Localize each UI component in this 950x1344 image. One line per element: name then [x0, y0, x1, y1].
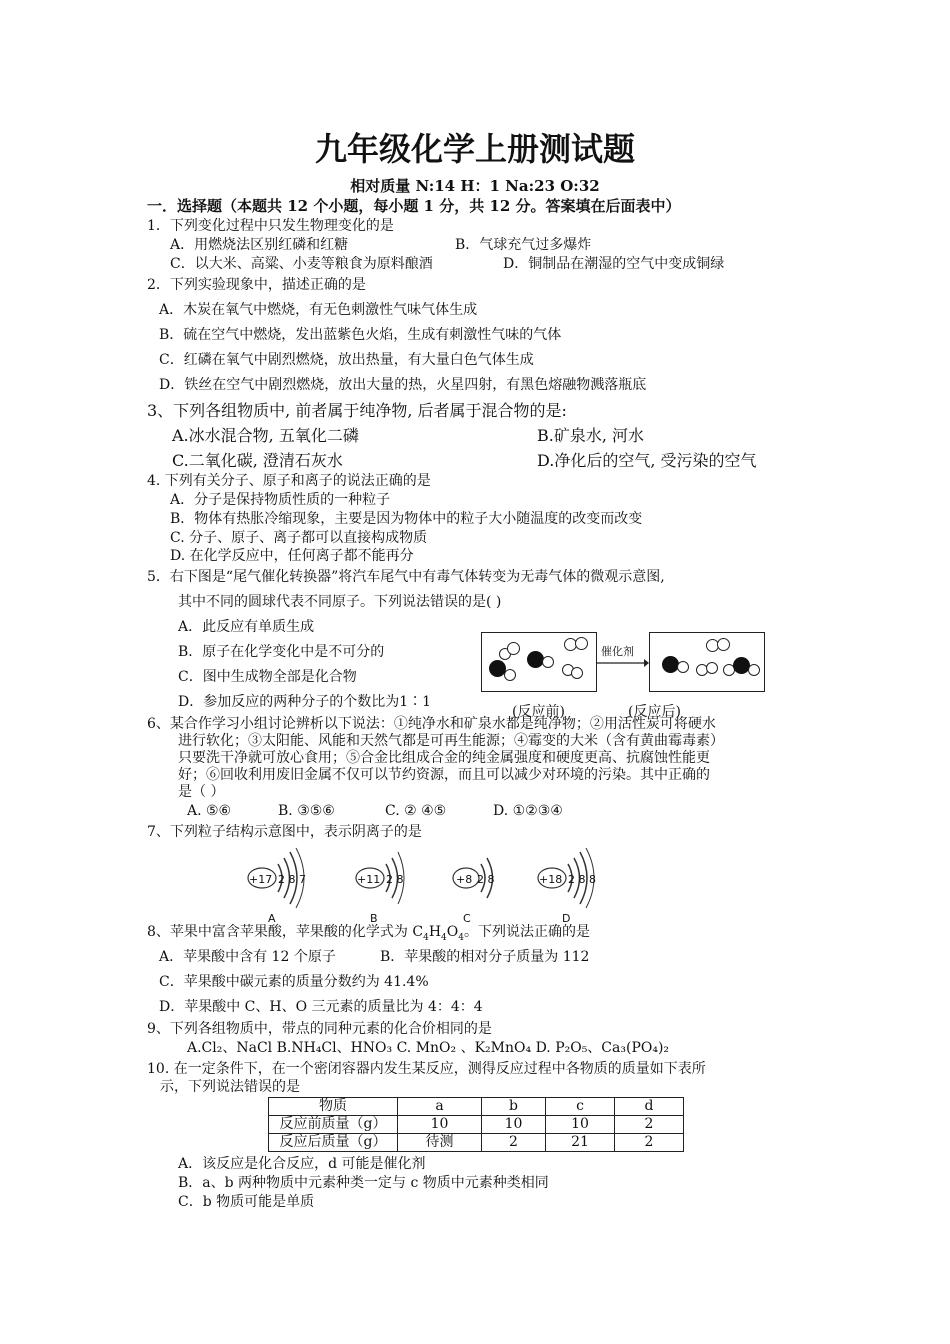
relative-mass-note: 相对质量 N:14 H：1 Na:23 O:32: [350, 177, 600, 195]
table-cell: 反应后质量（g）: [269, 1134, 398, 1152]
q2-option-c: C．红磷在氧气中剧烈燃烧，放出热量，有大量白色气体生成: [159, 352, 534, 368]
table-cell: 反应前质量（g）: [269, 1116, 398, 1134]
q6-line2: 进行软化；③太阳能、风能和天然气都是可再生能源；④霉变的大米（含有黄曲霉毒素）: [178, 733, 724, 749]
q3-option-d: D.净化后的空气, 受污染的空气: [537, 451, 757, 470]
white-atom: [571, 667, 583, 679]
q8-stem-text: 8、苹果中富含苹果酸，苹果酸的化学式为 C: [147, 924, 424, 940]
q9-stem: 9、下列各组物质中，带点的同种元素的化合价相同的是: [147, 1021, 492, 1037]
formula-subscript: 4: [458, 932, 464, 943]
white-atom: [748, 664, 760, 676]
q6-line1: 6、某合作学习小组讨论辨析以下说法：①纯净水和矿泉水都是纯净物；②用活性炭可将硬水: [147, 716, 716, 732]
q5-stem-line2: 其中不同的圆球代表不同原子。下列说法错误的是( ): [178, 594, 502, 610]
q3-stem: 3、下列各组物质中, 前者属于纯净物, 后者属于混合物的是:: [147, 401, 567, 420]
table-cell: c: [546, 1098, 615, 1116]
q4-option-b: B．物体有热胀冷缩现象，主要是因为物体中的粒子大小随温度的改变而改变: [170, 511, 643, 527]
q6-line4: 好；⑥回收利用废旧金属不仅可以节约资源，而且可以减少对环境的污染。其中正确的: [178, 767, 710, 783]
q5-option-d: D．参加反应的两种分子的个数比为1∶1: [178, 694, 432, 710]
q10-line1: 10. 在一定条件下，在一个密闭容器内发生某反应，测得反应过程中各物质的质量如下表所: [147, 1061, 706, 1077]
q8-stem-tail: 。下列说法正确的是: [463, 924, 590, 940]
atom-c-label: C: [463, 912, 471, 925]
q2-option-b: B．硫在空气中燃烧，发出蓝紫色火焰，生成有刺激性气味的气体: [159, 327, 562, 343]
formula-subscript: 4: [441, 932, 447, 943]
white-atom: [575, 637, 588, 650]
atom-b-label: B: [370, 912, 378, 925]
q6-line3: 只要洗干净就可放心食用；⑤合金比组成合金的纯金属强度和硬度更高、抗腐蚀性能更: [178, 750, 710, 766]
atom-b-nucleus: +11: [357, 873, 381, 886]
white-atom: [677, 661, 689, 673]
q6-option-c: C. ② ④⑤: [385, 803, 447, 819]
atom-b-shells: 2 8: [386, 873, 404, 886]
q8-option-c: C．苹果酸中碳元素的质量分数约为 41.4%: [159, 974, 429, 990]
atom-a-nucleus: +17: [249, 873, 273, 886]
formula-element: H: [428, 924, 442, 940]
q8-option-d: D．苹果酸中 C、H、O 三元素的质量比为 4：4：4: [159, 999, 483, 1015]
q7-stem: 7、下列粒子结构示意图中，表示阴离子的是: [147, 824, 422, 840]
white-atom: [504, 669, 516, 681]
table-header-row: [269, 1098, 684, 1116]
page-title: 九年级化学上册测试题: [314, 130, 635, 168]
q3-option-b: B.矿泉水, 河水: [537, 426, 645, 445]
table-cell: d: [615, 1098, 684, 1116]
before-label: (反应前): [512, 704, 565, 720]
atom-c-shells: 2 8: [477, 873, 495, 886]
q3-option-a: A.冰水混合物, 五氧化二磷: [172, 426, 359, 445]
table-cell: 物质: [269, 1098, 398, 1116]
catalyst-label: 催化剂: [601, 645, 634, 658]
q1-option-d: D．铜制品在潮湿的空气中变成铜绿: [503, 256, 725, 272]
q8-stem: [147, 923, 590, 941]
reaction-before-box: [481, 632, 597, 692]
table-cell: 待测: [398, 1134, 482, 1152]
section-heading: 一．选择题（本题共 12 个小题，每小题 1 分，共 12 分。答案填在后面表中）: [147, 197, 681, 215]
q5-option-b: B．原子在化学变化中是不可分的: [178, 644, 385, 660]
q6-option-d: D. ①②③④: [493, 803, 563, 819]
table-cell: 2: [615, 1116, 684, 1134]
reaction-after-box: [649, 632, 765, 692]
atom-c-nucleus: +8: [456, 873, 473, 886]
white-atom: [717, 638, 730, 651]
atom-a-shells: 2 8 7: [278, 873, 306, 886]
table-cell: a: [398, 1098, 482, 1116]
q4-option-a: A．分子是保持物质性质的一种粒子: [170, 492, 391, 508]
q6-option-a: A. ⑤⑥: [187, 803, 232, 819]
q10-line2: 示，下列说法错误的是: [160, 1079, 300, 1095]
q4-stem: 4. 下列有关分子、原子和离子的说法正确的是: [147, 473, 431, 489]
q5-stem-line1: 5．右下图是“尾气催化转换器”将汽车尾气中有毒气体转变为无毒气体的微观示意图,: [147, 569, 665, 585]
q6-option-b: B. ③⑤⑥: [278, 803, 335, 819]
formula-element: O: [446, 924, 459, 940]
atom-d-nucleus: +18: [539, 873, 563, 886]
q1-stem: 1．下列变化过程中只发生物理变化的是: [147, 218, 394, 234]
q2-stem: 2．下列实验现象中，描述正确的是: [147, 277, 366, 293]
q9-options: A.Cl₂、NaCl B.NH₄Cl、HNO₃ C. MnO₂ 、K₂MnO₄ D. P₂O₅、Ca₃(PO₄)₂: [187, 1040, 670, 1056]
q2-option-d: D．铁丝在空气中剧烈燃烧，放出大量的热，火星四射，有黑色熔融物溅落瓶底: [159, 377, 647, 393]
after-label: (反应后): [628, 704, 681, 720]
q8-option-b: B．苹果酸的相对分子质量为 112: [380, 949, 590, 965]
table-cell: 2: [615, 1134, 684, 1152]
atom-a-label: A: [268, 912, 276, 925]
atom-d-shells: 2 8 8: [568, 873, 596, 886]
white-atom: [507, 642, 520, 655]
q1-option-c: C．以大米、高粱、小麦等粮食为原料酿酒: [170, 256, 433, 272]
q4-option-c: C. 分子、原子、离子都可以直接构成物质: [170, 530, 428, 546]
table-cell: 10: [546, 1116, 615, 1134]
white-atom: [706, 662, 718, 674]
formula-subscript: 4: [423, 932, 429, 943]
q8-option-a: A．苹果酸中含有 12 个原子: [159, 949, 336, 965]
q6-line5: 是（ ）: [178, 784, 225, 800]
table-cell: 10: [482, 1116, 546, 1134]
mass-table: [268, 1097, 684, 1152]
table-cell: 21: [546, 1134, 615, 1152]
table-row: [269, 1134, 684, 1152]
q5-option-c: C．图中生成物全部是化合物: [178, 669, 357, 685]
table-cell: b: [482, 1098, 546, 1116]
q1-option-b: B．气球充气过多爆炸: [455, 237, 592, 253]
q3-option-c: C.二氧化碳, 澄清石灰水: [172, 451, 343, 470]
q2-option-a: A．木炭在氧气中燃烧，有无色刺激性气味气体生成: [159, 302, 478, 318]
table-cell: 2: [482, 1134, 546, 1152]
atom-d-label: D: [562, 912, 571, 925]
q10-option-c: C．b 物质可能是单质: [178, 1194, 315, 1210]
q10-option-a: A．该反应是化合反应，d 可能是催化剂: [178, 1156, 426, 1172]
q5-option-a: A．此反应有单质生成: [178, 619, 315, 635]
q4-option-d: D. 在化学反应中，任何离子都不能再分: [170, 548, 414, 564]
white-atom: [542, 656, 554, 668]
q10-option-b: B．a、b 两种物质中元素种类一定与 c 物质中元素种类相同: [178, 1175, 549, 1191]
table-cell: 10: [398, 1116, 482, 1134]
q1-option-a: A．用燃烧法区别红磷和红糖: [170, 237, 349, 253]
table-row: [269, 1116, 684, 1134]
